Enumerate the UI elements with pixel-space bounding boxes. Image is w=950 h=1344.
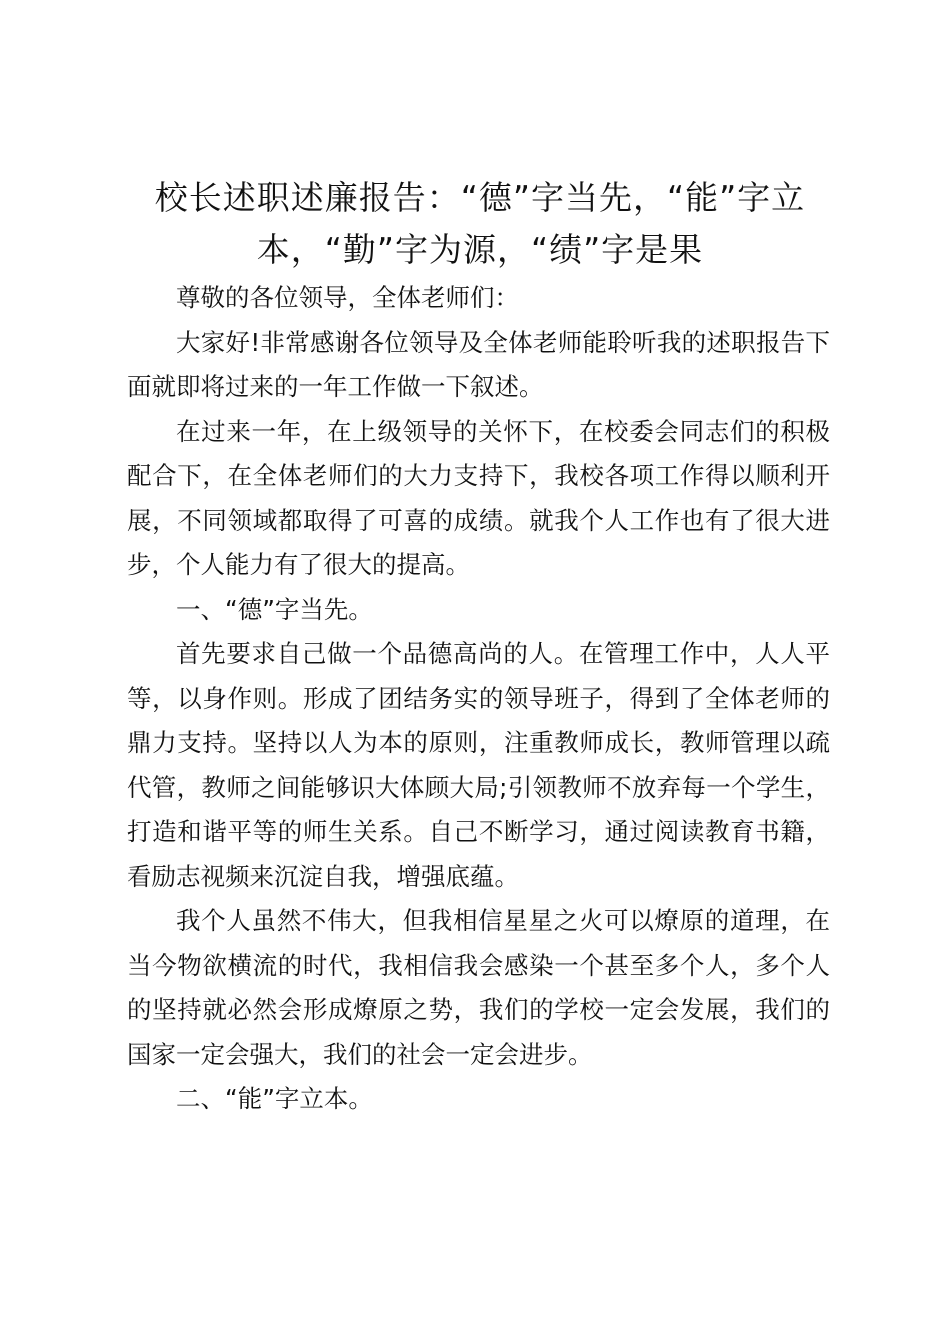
section-heading-de: 一、“德”字当先。 xyxy=(176,594,373,624)
document-body xyxy=(127,276,830,1122)
section-heading-neng: 二、“能”字立本。 xyxy=(176,1084,373,1113)
salutation-paragraph: 尊敬的各位领导，全体老师们： xyxy=(176,283,519,312)
overview-paragraph: 在过来一年，在上级领导的关怀下，在校委会同志们的积极配合下，在全体老师们的大力支持下，我校各项工作得以顺利开展，不同领域都取得了可喜的成绩。就我个人工作也有了很大进步，个人能力有了很大的提高。 xyxy=(127,416,830,579)
greeting-paragraph: 大家好!非常感谢各位领导及全体老师能聆听我的述职报告下面就即将过来的一年工作做一下叙述。 xyxy=(127,327,830,401)
document-title: 校长述职述廉报告：“德”字当先，“能”字立本，“勤”字为源，“绩”字是果 xyxy=(154,178,806,269)
belief-paragraph: 我个人虽然不伟大，但我相信星星之火可以燎原的道理，在当今物欲横流的时代，我相信我会感染一个甚至多个人，多个人的坚持就必然会形成燎原之势，我们的学校一定会发展，我们的国家一定会强大，我们的社会一定会进步。 xyxy=(127,906,830,1069)
de-section-paragraph: 首先要求自己做一个品德高尚的人。在管理工作中，人人平等，以身作则。形成了团结务实的领导班子，得到了全体老师的鼎力支持。坚持以人为本的原则，注重教师成长，教师管理以疏代管，教师之间能够识大体顾大局;引领教师不放弃每一个学生，打造和谐平等的师生关系。自己不断学习，通过阅读教育书籍，看励志视频来沉淀自我，增强底蕴。 xyxy=(127,639,830,891)
